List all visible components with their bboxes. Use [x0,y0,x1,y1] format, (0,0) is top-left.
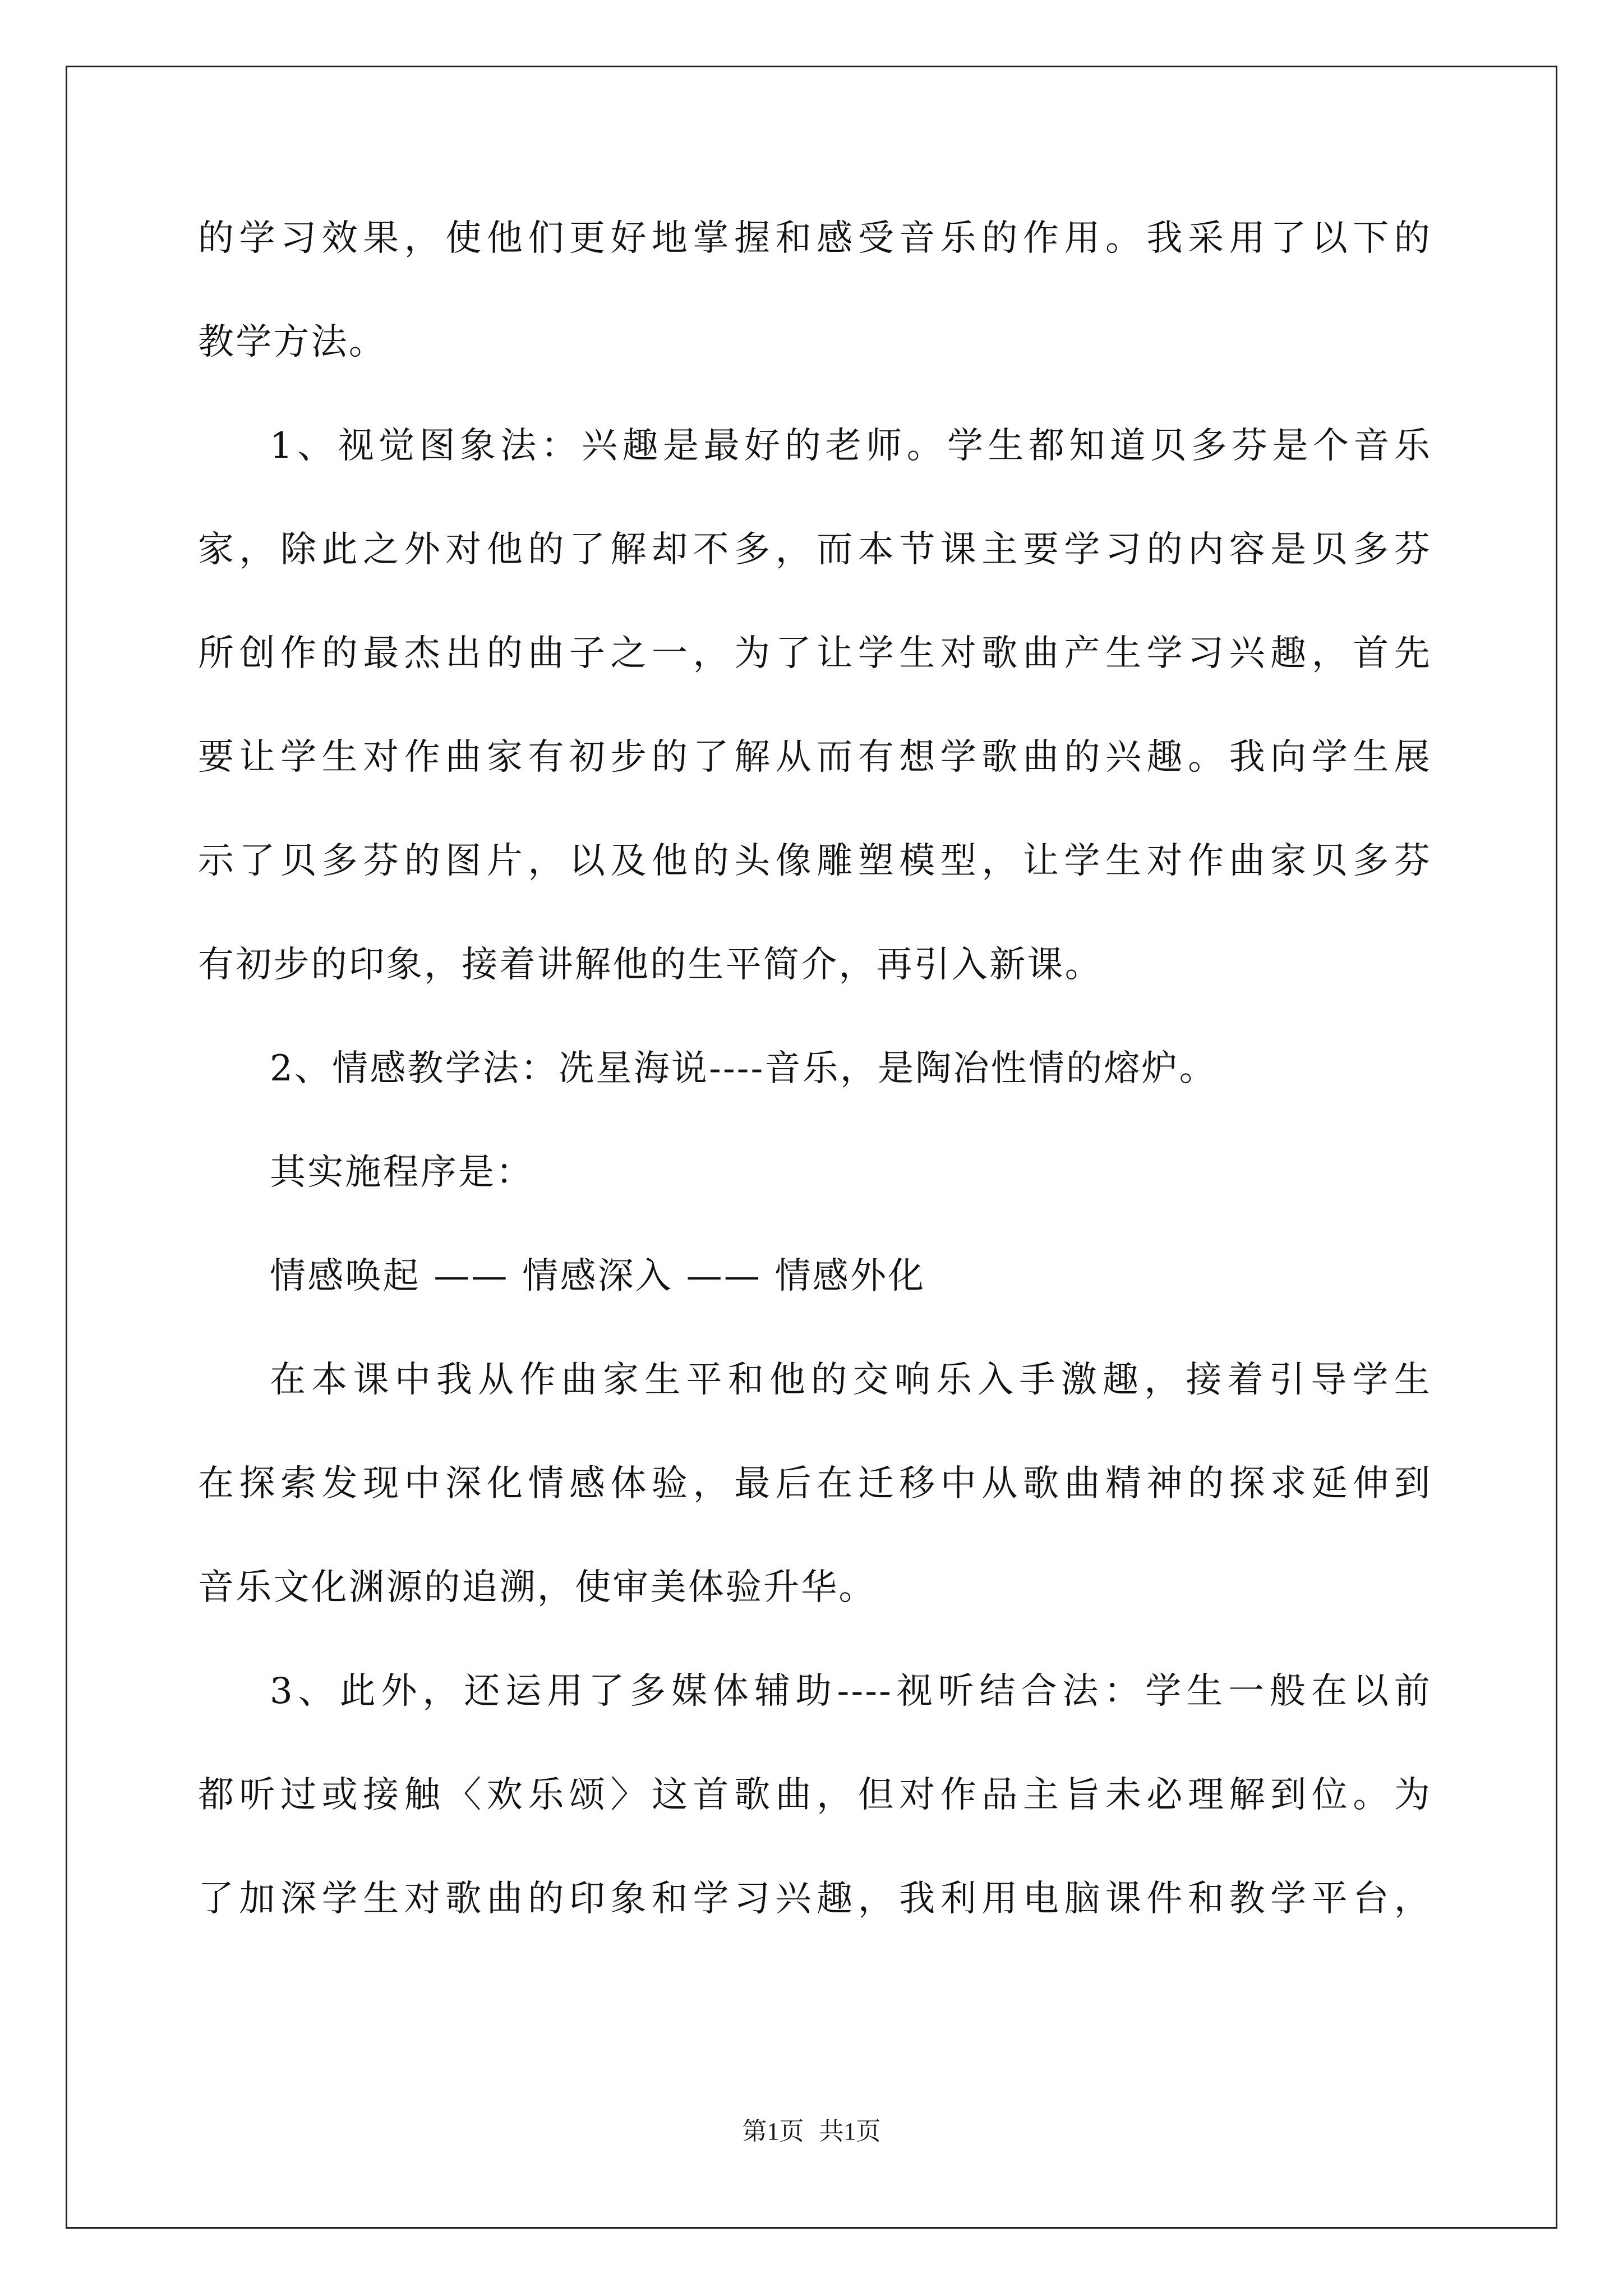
text-line: 示了贝多芬的图片，以及他的头像雕塑模型，让学生对作曲家贝多芬 [198,840,1432,882]
text-line: 教学方法。 [198,321,386,363]
text-line: 音乐文化渊源的追溯，使审美体验升华。 [198,1567,877,1608]
page-footer [0,2115,1623,2148]
text-line: 了加深学生对歌曲的印象和学习兴趣，我利用电脑课件和教学平台， [198,1878,1432,1920]
text-line: 有初步的印象，接着讲解他的生平简介，再引入新课。 [198,944,1103,986]
text-line: 在探索发现中深化情感体验，最后在迁移中从歌曲精神的探求延伸到 [198,1463,1432,1504]
text-line: 1、视觉图象法：兴趣是最好的老师。学生都知道贝多芬是个音乐 [270,425,1432,467]
text-line: 的学习效果，使他们更好地掌握和感受音乐的作用。我采用了以下的 [198,218,1432,259]
page-number: 第1页 [742,2118,804,2145]
text-line: 情感唤起 —— 情感深入 —— 情感外化 [270,1255,926,1297]
text-line: 都听过或接触〈欢乐颂〉这首歌曲，但对作品主旨未必理解到位。为 [198,1774,1432,1816]
page-total: 共1页 [819,2118,881,2145]
text-line: 在本课中我从作曲家生平和他的交响乐入手激趣，接着引导学生 [270,1359,1432,1401]
text-line: 2、情感教学法：冼星海说----音乐，是陶冶性情的熔炉。 [270,1048,1217,1089]
text-line: 3、此外，还运用了多媒体辅助----视听结合法：学生一般在以前 [270,1671,1432,1712]
text-line: 所创作的最杰出的曲子之一，为了让学生对歌曲产生学习兴趣，首先 [198,633,1432,674]
text-line: 其实施程序是： [270,1152,534,1193]
text-line: 要让学生对作曲家有初步的了解从而有想学歌曲的兴趣。我向学生展 [198,737,1432,778]
text-line: 家，除此之外对他的了解却不多，而本节课主要学习的内容是贝多芬 [198,529,1432,570]
